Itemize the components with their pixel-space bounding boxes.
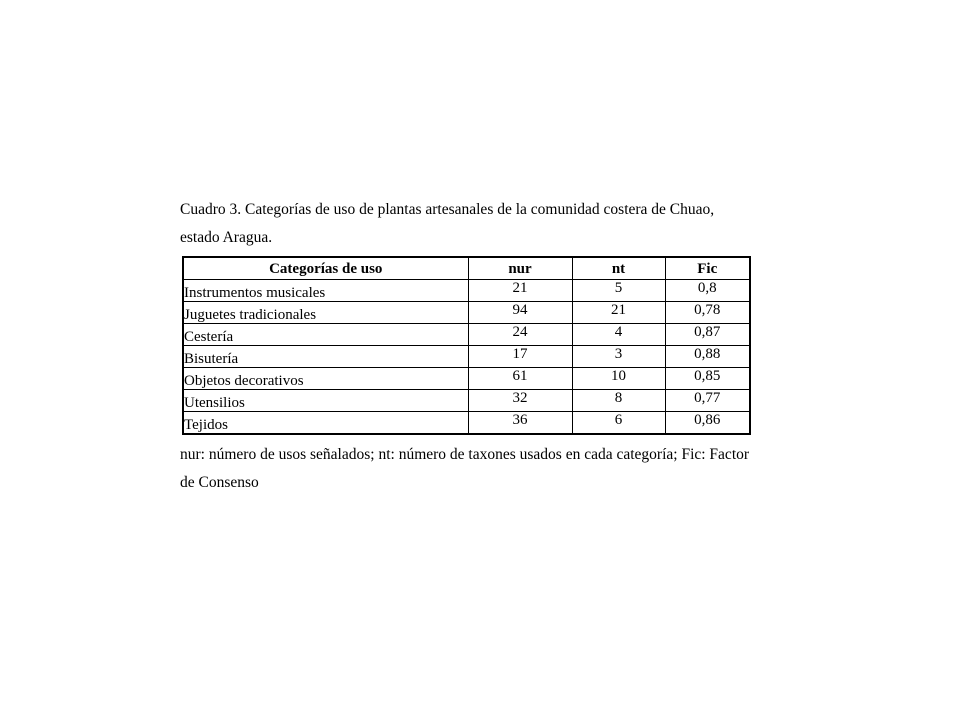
cell-category: Instrumentos musicales <box>183 280 468 302</box>
cell-category: Objetos decorativos <box>183 368 468 390</box>
header-nur: nur <box>468 257 572 280</box>
table-row <box>183 346 750 368</box>
cell-nur: 94 <box>468 302 572 324</box>
cell-nt: 6 <box>572 412 665 435</box>
cell-category: Utensilios <box>183 390 468 412</box>
caption-line-1: Cuadro 3. Categorías de uso de plantas artesanales de la comunidad costera de Chuao, <box>180 201 715 218</box>
cell-nur: 21 <box>468 280 572 302</box>
cell-nur: 32 <box>468 390 572 412</box>
cell-fic: 0,85 <box>665 368 750 390</box>
header-fic: Fic <box>665 257 750 280</box>
table-header-row <box>183 257 750 280</box>
table-row <box>183 302 750 324</box>
table-row <box>183 280 750 302</box>
table-footnote <box>180 441 780 497</box>
cell-nt: 5 <box>572 280 665 302</box>
table-row <box>183 368 750 390</box>
cell-nt: 21 <box>572 302 665 324</box>
cell-nur: 61 <box>468 368 572 390</box>
cell-nur: 17 <box>468 346 572 368</box>
table-caption <box>180 196 780 252</box>
caption-line-2: estado Aragua. <box>180 229 273 246</box>
cell-nt: 10 <box>572 368 665 390</box>
cell-fic: 0,77 <box>665 390 750 412</box>
footnote-line-2: de Consenso <box>180 474 259 491</box>
cell-nt: 4 <box>572 324 665 346</box>
cell-nt: 8 <box>572 390 665 412</box>
cell-category: Cestería <box>183 324 468 346</box>
cell-fic: 0,87 <box>665 324 750 346</box>
cell-nur: 36 <box>468 412 572 435</box>
table-row <box>183 324 750 346</box>
table-row <box>183 390 750 412</box>
cell-fic: 0,78 <box>665 302 750 324</box>
cell-nur: 24 <box>468 324 572 346</box>
header-nt: nt <box>572 257 665 280</box>
footnote-line-1: nur: número de usos señalados; nt: número de taxones usados en cada categoría; Fic: Factor <box>180 446 750 463</box>
use-categories-table <box>182 256 751 435</box>
cell-fic: 0,88 <box>665 346 750 368</box>
cell-category: Tejidos <box>183 412 468 435</box>
cell-category: Bisutería <box>183 346 468 368</box>
cell-nt: 3 <box>572 346 665 368</box>
cell-category: Juguetes tradicionales <box>183 302 468 324</box>
content-block <box>180 196 780 497</box>
table-row <box>183 412 750 435</box>
cell-fic: 0,86 <box>665 412 750 435</box>
cell-fic: 0,8 <box>665 280 750 302</box>
header-categorias-de-uso: Categorías de uso <box>183 257 468 280</box>
